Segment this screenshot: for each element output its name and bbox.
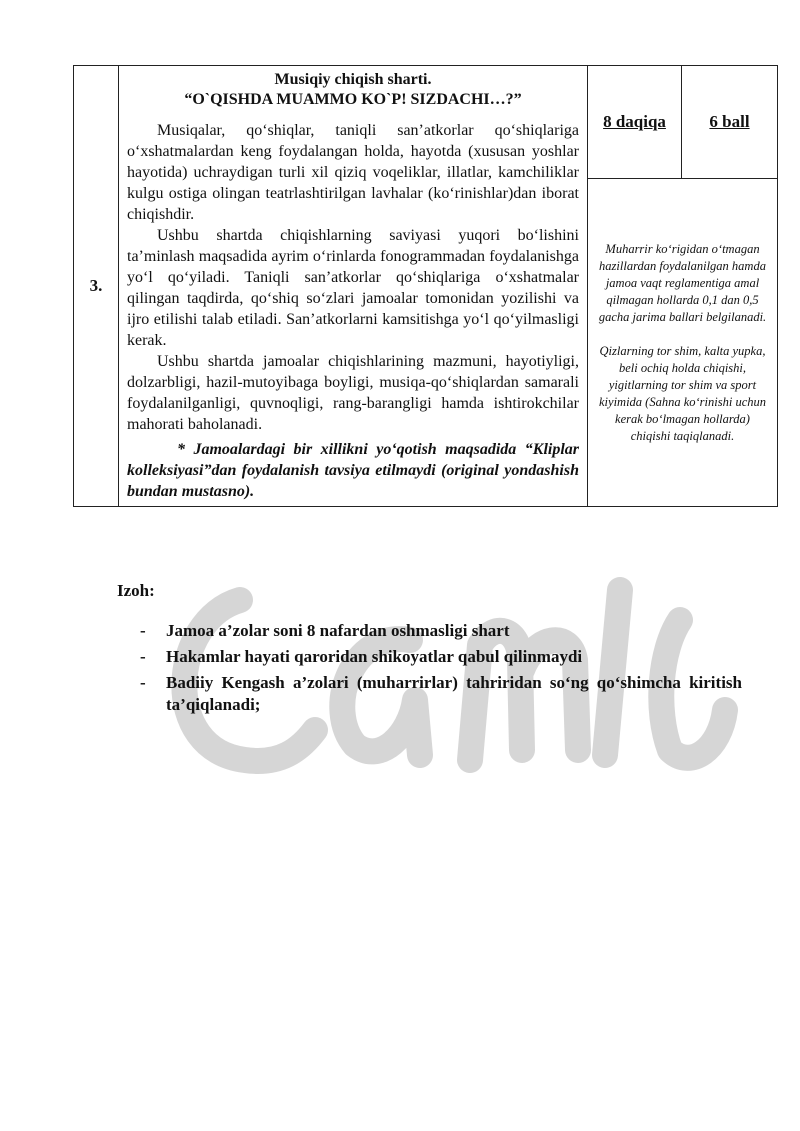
list-item-text: Badiiy Kengash a’zolari (muharrirlar) tahriridan so‘ng qo‘shimcha kiritish ta’qiqlanadi; — [166, 673, 742, 714]
time-limit: 8 daqiqa — [588, 66, 682, 179]
rules-table — [73, 65, 778, 507]
row-number: 3. — [74, 66, 119, 507]
paragraph: Musiqalar, qo‘shiqlar, taniqli san’atkorlar qo‘shiqlariga o‘xshatmalardan keng foydalangan holda, hayotda (xususan yoshlar hayotida) uchraydigan turli xil qiziq voqeliklar, illatlar, kamchiliklar kulgu ostiga olingan teatrlashtirilgan lavhalar (ko‘rinishlar)dan iborat chiqishdir. — [127, 122, 579, 223]
list-dash: - — [140, 647, 146, 666]
notes-heading: Izoh: — [117, 581, 155, 600]
list-item — [140, 620, 742, 642]
paragraph: Ushbu shartda jamoalar chiqishlarining mazmuni, hayotiyligi, dolzarbligi, hazil-mutoyibaga boyligi, musiqa-qo‘shiqlardan samarali foydalanilganligi, quvnoqligi, rang-barangligi hamda ishtirokchilar mahorati baholanadi. — [127, 353, 579, 433]
paragraph: Ushbu shartda chiqishlarning saviyasi yuqori bo‘lishini ta’minlash maqsadida ayrim o‘rinlarda fonogrammadan foydalanishga yo‘l qo‘yiladi. Taniqli san’atkorlar qo‘shiqlariga o‘xshatmalar qilingan taqdirda, qo‘shiq so‘zlari jamoalar tomonidan yozilishi va ijro etilishi talab etiladi. San’atkorlarni kamsitishga yo‘l qo‘yilmasligi kerak. — [127, 227, 579, 349]
list-dash: - — [140, 673, 146, 692]
condition-title: Musiqiy chiqish sharti. — [274, 71, 432, 88]
penalty-note: Muharrir ko‘rigidan o‘tmagan hazillardan foydalanilgan hamda jamoa vaqt reglamentiga amal qilmagan hollarda 0,1 dan 0,5 gacha jarima ballari belgilanadi. — [598, 241, 767, 324]
dress-code-note: Qizlarning tor shim, kalta yupka, beli ochiq holda chiqishi, yigitlarning tor shim va sport kiyimida (Sahna ko‘rinishi uchun kerak bo‘lmagan hollarda) chiqishi taqiqlanadi. — [599, 343, 766, 443]
footnote: * Jamoalardagi bir xillikni yo‘qotish maqsadida “Kliplar kolleksiyasi”dan foydalanish tavsiya etilmaydi (original yondashish bundan mustasno). — [127, 441, 579, 500]
penalty-notes — [588, 179, 778, 507]
max-score: 6 ball — [682, 66, 778, 179]
condition-subtitle: “O`QISHDA MUAMMO KO`P! SIZDACHI…?” — [184, 91, 522, 108]
list-dash: - — [140, 621, 146, 640]
list-item-text: Hakamlar hayati qaroridan shikoyatlar qabul qilinmaydi — [166, 647, 583, 666]
condition-description — [119, 66, 588, 507]
notes-list — [140, 620, 742, 720]
list-item-text: Jamoa a’zolar soni 8 nafardan oshmasligi shart — [166, 621, 510, 640]
list-item — [140, 646, 742, 668]
list-item — [140, 672, 742, 716]
